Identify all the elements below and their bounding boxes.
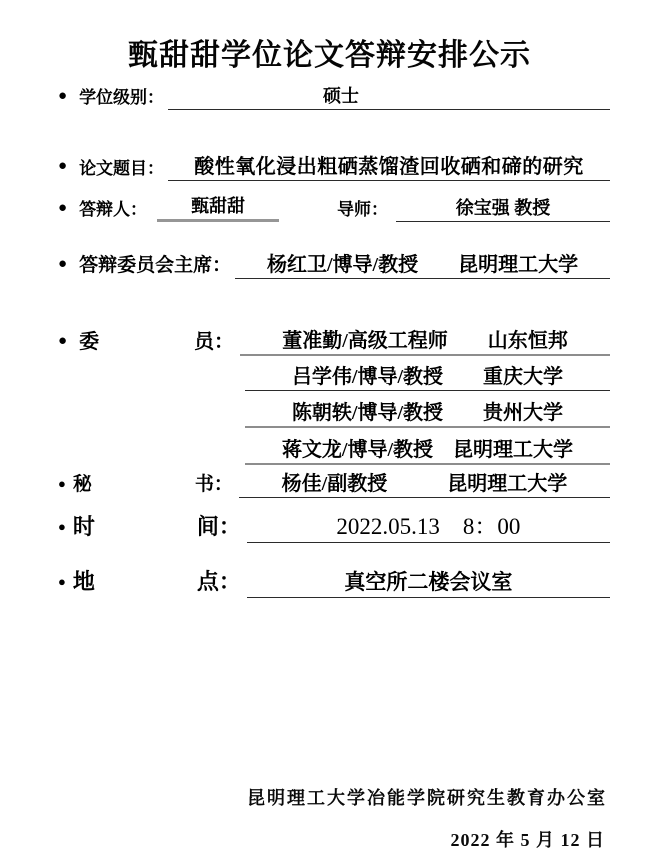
bullet-icon: ●	[58, 87, 68, 104]
place-label-first: 地	[72, 569, 95, 594]
field-row-defender-advisor	[58, 194, 610, 222]
committee-member-row	[58, 361, 610, 391]
time-label	[73, 510, 241, 543]
committee-member-underline	[245, 360, 610, 391]
defender-label: 答辩人：	[79, 200, 148, 219]
time-label-rest: 间：	[196, 514, 241, 539]
committee-member-row	[58, 435, 610, 465]
degree-level-value: 硕士	[323, 86, 360, 106]
committee-member-row	[58, 398, 610, 428]
time-underline	[247, 508, 610, 543]
thesis-title-label: 论文题目：	[79, 159, 165, 178]
committee-member-underline	[245, 433, 610, 465]
field-row-place	[58, 564, 610, 598]
field-row-time	[58, 509, 610, 543]
place-label-rest: 点：	[196, 569, 241, 594]
field-row-thesis-title	[58, 152, 610, 181]
degree-level-label: 学位级别：	[79, 88, 165, 107]
committee-label	[79, 325, 234, 356]
field-row-committee-members	[58, 326, 610, 356]
field-row-secretary	[58, 468, 610, 498]
bullet-icon: ●	[58, 573, 66, 589]
committee-label-first: 委	[79, 331, 100, 353]
secretary-label-rest: 书：	[194, 474, 233, 495]
committee-member-value: 陈朝轶/博导/教授 贵州大学	[291, 402, 564, 424]
chairman-label: 答辩委员会主席：	[79, 255, 232, 276]
secretary-label	[73, 469, 233, 498]
page-title: 甄甜甜学位论文答辩安排公示	[128, 38, 531, 73]
place-value: 真空所二楼会议室	[344, 570, 513, 594]
thesis-title-value: 酸性氧化浸出粗硒蒸馏渣回收硒和碲的研究	[194, 154, 584, 178]
place-label	[73, 565, 241, 598]
thesis-title-underline	[168, 150, 610, 181]
bullet-icon: ●	[58, 255, 68, 272]
bullet-icon: ●	[58, 332, 68, 349]
place-underline	[247, 566, 610, 598]
committee-label-rest: 员：	[194, 331, 235, 353]
committee-member-underline	[240, 324, 610, 356]
secretary-label-first: 秘	[72, 474, 92, 495]
footer-issuer: 昆明理工大学冶能学院研究生教育办公室	[247, 788, 607, 808]
committee-member-value: 蒋文龙/博导/教授 昆明理工大学	[281, 439, 574, 461]
advisor-underline	[396, 194, 610, 222]
time-label-first: 时	[72, 514, 95, 539]
secretary-value: 杨佳/副教授 昆明理工大学	[281, 473, 568, 495]
footer-date: 2022 年 5 月 12 日	[450, 830, 605, 850]
defender-underline	[157, 192, 279, 222]
field-row-degree-level	[58, 82, 610, 110]
committee-member-value: 董准勤/高级工程师 山东恒邦	[282, 330, 568, 352]
bullet-icon: ●	[58, 199, 68, 216]
bullet-icon: ●	[58, 158, 68, 174]
chairman-underline	[235, 248, 610, 279]
field-row-committee-chairman	[58, 249, 610, 279]
degree-level-underline	[168, 82, 610, 110]
bullet-icon: ●	[58, 475, 66, 491]
secretary-underline	[239, 467, 610, 498]
defender-value: 甄甜甜	[191, 196, 246, 216]
committee-member-value: 吕学伟/博导/教授 重庆大学	[291, 366, 564, 388]
chairman-value: 杨红卫/博导/教授 昆明理工大学	[266, 254, 579, 276]
bullet-icon: ●	[58, 518, 66, 534]
committee-member-underline	[245, 396, 610, 428]
time-value: 2022.05.13 8：00	[336, 514, 521, 539]
advisor-value: 徐宝强 教授	[455, 198, 551, 218]
advisor-label: 导师：	[337, 200, 389, 219]
